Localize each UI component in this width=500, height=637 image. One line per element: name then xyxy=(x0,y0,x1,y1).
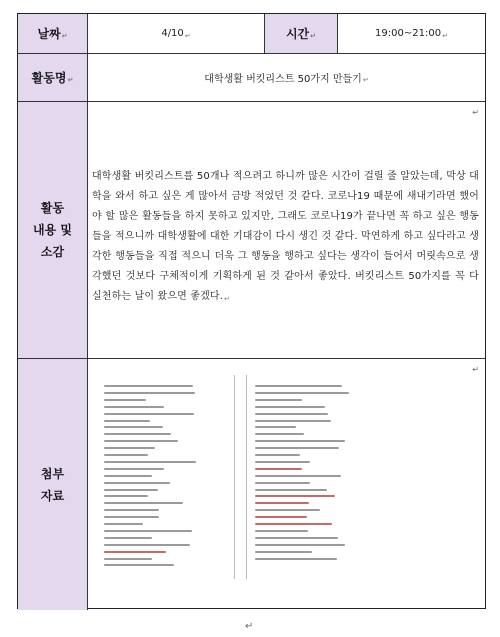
scanned-text-line xyxy=(255,509,320,511)
activity-name-label: 활동명 xyxy=(31,70,67,85)
time-label-cell xyxy=(264,14,337,53)
scanned-text-line xyxy=(255,516,307,518)
cell-end-mark: ↵ xyxy=(184,31,191,40)
cell-corner-mark: ↵ xyxy=(472,365,479,374)
scanned-text-line xyxy=(255,461,310,463)
content-label-line1: 활동 xyxy=(40,201,65,215)
time-value: 19:00~21:00 xyxy=(375,28,442,39)
attachment-label-line1: 첨부 xyxy=(40,466,65,481)
scanned-text-line xyxy=(255,385,342,387)
scanned-text-line xyxy=(255,392,349,394)
date-time-row xyxy=(18,14,485,54)
scanned-text-line xyxy=(104,406,164,408)
scanned-text-line xyxy=(255,502,309,504)
scanned-text-line xyxy=(104,502,183,504)
scanned-text-line xyxy=(104,551,166,553)
scanned-text-line xyxy=(104,495,148,497)
date-value: 4/10 xyxy=(161,28,184,39)
time-value-cell[interactable] xyxy=(337,14,485,53)
scanned-text-line xyxy=(255,447,339,449)
scanned-text-line xyxy=(255,551,312,553)
scanned-text-line xyxy=(104,461,196,463)
attachment-label-line2: 자료 xyxy=(40,488,65,503)
activity-name-label-cell xyxy=(18,54,87,101)
scanned-text-line xyxy=(255,406,325,408)
scanned-text-line xyxy=(255,537,338,539)
scanned-text-line xyxy=(255,399,302,401)
scanned-text-line xyxy=(255,489,327,491)
scanned-text-line xyxy=(255,495,335,497)
scanned-text-line xyxy=(104,482,170,484)
scanned-text-line xyxy=(104,392,195,394)
scanned-text-line xyxy=(255,530,308,532)
scanned-text-line xyxy=(255,420,331,422)
scanned-text-line xyxy=(104,454,148,456)
scanned-text-line xyxy=(255,426,296,428)
scanned-text-line xyxy=(104,475,152,477)
content-label-line3: 소감 xyxy=(40,245,65,259)
attachment-page-left xyxy=(96,375,235,579)
scanned-text-line xyxy=(104,509,159,511)
date-value-cell[interactable] xyxy=(87,14,264,53)
activity-name-value-cell[interactable] xyxy=(87,54,485,101)
scanned-text-line xyxy=(255,413,328,415)
scanned-text-line xyxy=(104,433,171,435)
scanned-text-line xyxy=(255,433,304,435)
paragraph-mark: ↵ xyxy=(310,31,317,40)
scanned-text-line xyxy=(104,537,152,539)
activity-name-row xyxy=(18,54,485,102)
scanned-text-line xyxy=(255,558,337,560)
cell-end-mark: ↵ xyxy=(362,75,369,84)
scanned-text-line xyxy=(255,468,302,470)
scanned-text-line xyxy=(104,468,164,470)
attachment-image[interactable] xyxy=(96,375,396,579)
content-paragraph: 대학생활 버킷리스트를 50개나 적으려고 하니까 많은 시간이 걸릴 줄 알았는데, 막상 대학을 와서 하고 싶은 게 많아서 금방 적었던 것 같다. 코로나19 때문에 새내기라면 했어야 할 많은 활동들을 하지 못하고 있지만, 그래도 코로나19가 끝나면 꼭 하고 싶은 행동들을 적으니까 대학생활에 대한 기대감이 다시 생긴 것 같다. 막연하게 하고 싶다라고 생각한 행동들을 직접 적으니 더욱 그 행동을 행하고 싶다는 생각이 들어서 머릿속으로 생각했던 것보다 구체적이게 기획하게 된 것 같아서 좋았다. 버킷리스트 50가지를 꼭 다 실천하는 날이 왔으면 좋겠다. xyxy=(92,171,479,302)
scanned-text-line xyxy=(104,399,146,401)
scanned-text-line xyxy=(104,413,194,415)
attachment-page-right xyxy=(246,375,385,579)
cell-end-mark: ↵ xyxy=(224,295,231,303)
scanned-text-line xyxy=(104,564,174,566)
scanned-text-line xyxy=(255,523,332,525)
attachment-label-cell xyxy=(18,359,87,610)
cell-corner-mark: ↵ xyxy=(472,108,479,117)
scanned-text-line xyxy=(104,489,158,491)
activity-content-row xyxy=(18,102,485,359)
content-label-cell xyxy=(18,102,87,358)
content-text xyxy=(92,167,479,307)
scanned-text-line xyxy=(255,482,310,484)
paragraph-mark: ↵ xyxy=(67,75,74,84)
scanned-text-line xyxy=(104,544,190,546)
paragraph-mark: ↵ xyxy=(245,621,254,632)
cell-end-mark: ↵ xyxy=(442,31,448,40)
scanned-text-line xyxy=(104,523,143,525)
scanned-text-line xyxy=(104,420,150,422)
scanned-text-line xyxy=(104,447,155,449)
date-label: 날짜 xyxy=(37,26,61,41)
scanned-text-line xyxy=(104,530,192,532)
time-label: 시간 xyxy=(285,26,310,41)
scanned-text-line xyxy=(255,475,341,477)
scanned-text-line xyxy=(104,516,159,518)
date-label-cell xyxy=(18,14,87,53)
scanned-text-line xyxy=(104,440,178,442)
activity-name-value: 대학생활 버킷리스트 50가지 만들기 xyxy=(204,74,362,85)
scanned-text-line xyxy=(104,426,163,428)
scanned-text-line xyxy=(104,558,152,560)
scanned-text-line xyxy=(104,385,193,387)
content-label-line2: 내용 및 xyxy=(33,223,72,237)
paragraph-mark: ↵ xyxy=(61,31,68,40)
scanned-text-line xyxy=(255,454,300,456)
scanned-text-line xyxy=(255,544,345,546)
scanned-text-line xyxy=(255,440,345,442)
